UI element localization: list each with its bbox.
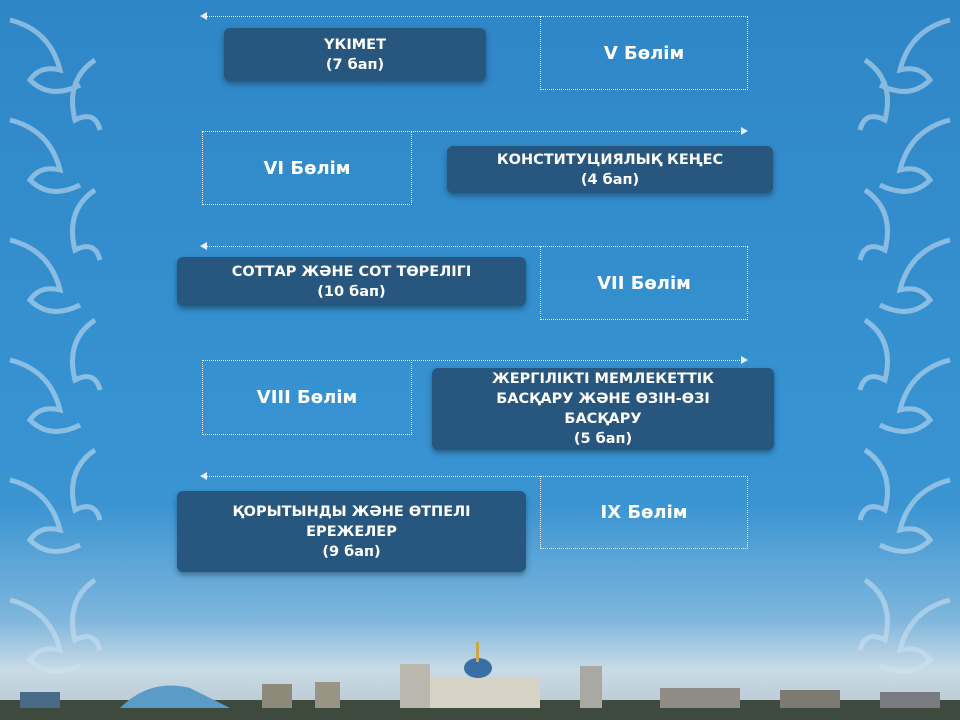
chapter-box-final-provisions xyxy=(177,491,526,572)
chapter-title-line: ЖЕРГІЛІКТІ МЕМЛЕКЕТТІК xyxy=(491,371,715,387)
city-skyline xyxy=(0,612,960,720)
chapter-count: (10 бап) xyxy=(317,283,386,300)
chapter-box-courts xyxy=(177,257,526,306)
arrow-right-icon xyxy=(741,127,748,135)
chapter-title: ҮКІМЕТ xyxy=(324,36,386,53)
section-label-ix: IX Бөлім xyxy=(540,476,748,549)
section-label-viii: VIII Бөлім xyxy=(202,360,412,435)
chapter-title-line: БАСҚАРУ ЖӘНЕ ӨЗІН-ӨЗІ xyxy=(496,391,710,407)
chapter-count: (9 бап) xyxy=(322,543,381,560)
arrow-left-icon xyxy=(200,242,207,250)
arrow-left-icon xyxy=(200,472,207,480)
chapter-box-local-government xyxy=(432,368,774,450)
chapter-box-constitutional-council xyxy=(447,146,773,193)
chapter-title: КОНСТИТУЦИЯЛЫҚ КЕҢЕС xyxy=(496,151,724,168)
section-label-vii: VII Бөлім xyxy=(540,246,748,320)
chapter-title-line: ЕРЕЖЕЛЕР xyxy=(306,523,397,540)
chapter-count: (4 бап) xyxy=(580,171,640,188)
arrow-left-icon xyxy=(200,12,207,20)
chapter-count: (5 бап) xyxy=(573,431,633,447)
chapter-title-line: ҚОРЫТЫНДЫ ЖӘНЕ ӨТПЕЛІ xyxy=(232,503,471,520)
chapter-box-government xyxy=(224,28,486,81)
section-label-v: V Бөлім xyxy=(540,16,748,90)
chapter-title-line: БАСҚАРУ xyxy=(564,411,642,427)
arrow-right-icon xyxy=(741,356,748,364)
section-label-vi: VI Бөлім xyxy=(202,131,412,205)
chapter-count: (7 бап) xyxy=(325,56,385,73)
chapter-title: СОТТАР ЖӘНЕ СОТ ТӨРЕЛІГІ xyxy=(231,263,472,280)
